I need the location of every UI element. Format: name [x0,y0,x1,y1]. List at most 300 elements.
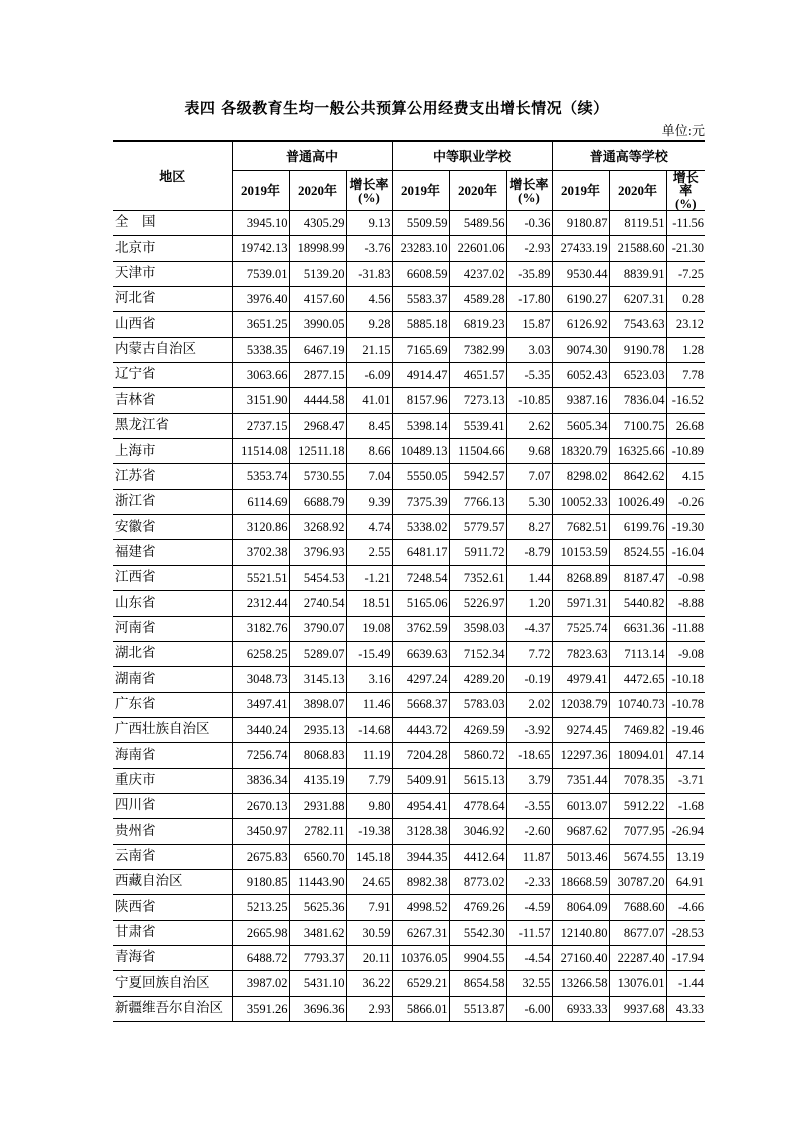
hs-2020-cell: 8068.83 [289,743,346,768]
hs-2019-cell: 3450.97 [232,819,289,844]
voc-growth-cell: -6.00 [506,996,552,1021]
he-2019-cell: 12297.36 [552,743,609,768]
he-growth-cell: -10.78 [666,692,705,717]
hs-2019-cell: 5338.35 [232,337,289,362]
region-cell: 浙江省 [113,489,232,514]
he-2020-cell: 7543.63 [609,312,666,337]
he-2020-cell: 4472.65 [609,667,666,692]
hs-2019-cell: 5213.25 [232,895,289,920]
region-cell: 广西壮族自治区 [113,717,232,742]
hs-2019-cell: 3591.26 [232,996,289,1021]
col-2019: 2019年 [392,171,449,211]
hs-growth-cell: 24.65 [346,869,392,894]
hs-2019-cell: 3048.73 [232,667,289,692]
hs-2020-cell: 2740.54 [289,591,346,616]
voc-2019-cell: 5866.01 [392,996,449,1021]
voc-2020-cell: 5539.41 [449,413,506,438]
region-cell: 青海省 [113,945,232,970]
voc-growth-cell: 15.87 [506,312,552,337]
expenditure-growth-table [113,140,705,1022]
voc-2020-cell: 5513.87 [449,996,506,1021]
he-2020-cell: 7688.60 [609,895,666,920]
table-title: 表四 各级教育生均一般公共预算公用经费支出增长情况（续） [184,99,609,117]
hs-growth-cell: 4.56 [346,287,392,312]
col-2019: 2019年 [552,171,609,211]
he-growth-cell: 13.19 [666,844,705,869]
he-growth-cell: 1.28 [666,337,705,362]
voc-2019-cell: 5668.37 [392,692,449,717]
table-row [113,743,705,768]
he-growth-cell: 23.12 [666,312,705,337]
voc-growth-cell: -3.92 [506,717,552,742]
he-2020-cell: 7113.14 [609,641,666,666]
voc-2020-cell: 11504.66 [449,439,506,464]
voc-growth-cell: -11.57 [506,920,552,945]
hs-2020-cell: 6467.19 [289,337,346,362]
he-growth-cell: -16.52 [666,388,705,413]
hs-2019-cell: 3976.40 [232,287,289,312]
hs-2020-cell: 2877.15 [289,363,346,388]
voc-2020-cell: 5226.97 [449,591,506,616]
voc-2020-cell: 3046.92 [449,819,506,844]
he-growth-cell: -7.25 [666,261,705,286]
voc-growth-cell: 3.79 [506,768,552,793]
voc-2020-cell: 5779.57 [449,515,506,540]
table-row [113,464,705,489]
region-cell: 吉林省 [113,388,232,413]
hs-growth-cell: -1.21 [346,565,392,590]
region-cell: 陕西省 [113,895,232,920]
col-growth-rate: 增长率 (%) [506,171,552,211]
hs-2020-cell: 3790.07 [289,616,346,641]
hs-2019-cell: 7539.01 [232,261,289,286]
he-growth-cell: -1.68 [666,793,705,818]
voc-2020-cell: 4289.20 [449,667,506,692]
he-growth-cell: -17.94 [666,945,705,970]
hs-growth-cell: 7.04 [346,464,392,489]
voc-2020-cell: 8773.02 [449,869,506,894]
voc-growth-cell: 1.44 [506,565,552,590]
voc-2020-cell: 5615.13 [449,768,506,793]
voc-growth-cell: -2.60 [506,819,552,844]
voc-2020-cell: 5783.03 [449,692,506,717]
hs-2020-cell: 11443.90 [289,869,346,894]
voc-2020-cell: 7382.99 [449,337,506,362]
region-cell: 四川省 [113,793,232,818]
hs-growth-cell: 9.80 [346,793,392,818]
he-2020-cell: 7100.75 [609,413,666,438]
hs-2020-cell: 5139.20 [289,261,346,286]
voc-2020-cell: 7766.13 [449,489,506,514]
table-row [113,819,705,844]
voc-growth-cell: 3.03 [506,337,552,362]
he-2019-cell: 9530.44 [552,261,609,286]
voc-growth-cell: -5.35 [506,363,552,388]
hs-growth-cell: -31.83 [346,261,392,286]
he-2019-cell: 8298.02 [552,464,609,489]
voc-2019-cell: 10489.13 [392,439,449,464]
hs-2019-cell: 2312.44 [232,591,289,616]
hs-2020-cell: 3145.13 [289,667,346,692]
hs-2020-cell: 3898.07 [289,692,346,717]
he-2019-cell: 5013.46 [552,844,609,869]
he-growth-cell: -28.53 [666,920,705,945]
hs-2020-cell: 5289.07 [289,641,346,666]
region-cell: 贵州省 [113,819,232,844]
voc-2019-cell: 4914.47 [392,363,449,388]
region-cell: 海南省 [113,743,232,768]
hs-2020-cell: 2782.11 [289,819,346,844]
table-row [113,337,705,362]
region-cell: 辽宁省 [113,363,232,388]
table-row [113,692,705,717]
he-2019-cell: 6013.07 [552,793,609,818]
hs-growth-cell: 9.28 [346,312,392,337]
he-growth-cell: -3.71 [666,768,705,793]
voc-2019-cell: 5165.06 [392,591,449,616]
hs-2020-cell: 3990.05 [289,312,346,337]
hs-2019-cell: 3836.34 [232,768,289,793]
he-2019-cell: 9387.16 [552,388,609,413]
voc-growth-cell: -4.54 [506,945,552,970]
voc-growth-cell: -18.65 [506,743,552,768]
voc-growth-cell: -0.19 [506,667,552,692]
hs-2020-cell: 2931.88 [289,793,346,818]
he-2019-cell: 27433.19 [552,236,609,261]
hs-2020-cell: 5625.36 [289,895,346,920]
voc-2019-cell: 7375.39 [392,489,449,514]
he-2019-cell: 5605.34 [552,413,609,438]
table-row [113,236,705,261]
hs-growth-cell: 7.79 [346,768,392,793]
he-growth-cell: 0.28 [666,287,705,312]
hs-2020-cell: 18998.99 [289,236,346,261]
table-row [113,261,705,286]
col-2020: 2020年 [609,171,666,211]
hs-growth-cell: 21.15 [346,337,392,362]
voc-2020-cell: 4237.02 [449,261,506,286]
he-2019-cell: 6052.43 [552,363,609,388]
hs-growth-cell: 30.59 [346,920,392,945]
hs-growth-cell: 8.45 [346,413,392,438]
he-2019-cell: 8064.09 [552,895,609,920]
hs-growth-cell: -15.49 [346,641,392,666]
hs-2019-cell: 19742.13 [232,236,289,261]
hs-growth-cell: 8.66 [346,439,392,464]
he-growth-cell: 64.91 [666,869,705,894]
hs-2020-cell: 4305.29 [289,211,346,236]
voc-2020-cell: 6819.23 [449,312,506,337]
voc-2020-cell: 4778.64 [449,793,506,818]
hs-growth-cell: 18.51 [346,591,392,616]
voc-2019-cell: 4954.41 [392,793,449,818]
table-row [113,717,705,742]
hs-2020-cell: 4135.19 [289,768,346,793]
hs-2020-cell: 4157.60 [289,287,346,312]
he-growth-cell: 26.68 [666,413,705,438]
he-2020-cell: 9937.68 [609,996,666,1021]
col-2020: 2020年 [449,171,506,211]
hs-2019-cell: 3702.38 [232,540,289,565]
region-cell: 甘肃省 [113,920,232,945]
voc-growth-cell: 8.27 [506,515,552,540]
he-2020-cell: 16325.66 [609,439,666,464]
voc-2019-cell: 5550.05 [392,464,449,489]
voc-growth-cell: -2.93 [506,236,552,261]
col-growth-rate: 增长率 (%) [666,171,705,211]
region-cell: 湖北省 [113,641,232,666]
he-2020-cell: 7836.04 [609,388,666,413]
voc-growth-cell: -0.36 [506,211,552,236]
he-2020-cell: 8839.91 [609,261,666,286]
region-cell: 新疆维吾尔自治区 [113,996,232,1021]
table-row [113,515,705,540]
hs-2020-cell: 6688.79 [289,489,346,514]
hs-2019-cell: 3151.90 [232,388,289,413]
voc-growth-cell: 2.02 [506,692,552,717]
he-2020-cell: 6199.76 [609,515,666,540]
table-row [113,641,705,666]
col-2019: 2019年 [232,171,289,211]
hs-2020-cell: 5454.53 [289,565,346,590]
voc-2019-cell: 6267.31 [392,920,449,945]
hs-2019-cell: 5521.51 [232,565,289,590]
voc-2019-cell: 5338.02 [392,515,449,540]
col-2020: 2020年 [289,171,346,211]
region-cell: 重庆市 [113,768,232,793]
he-2020-cell: 8119.51 [609,211,666,236]
he-2020-cell: 6523.03 [609,363,666,388]
voc-2019-cell: 6529.21 [392,971,449,996]
hs-2019-cell: 9180.85 [232,869,289,894]
he-2020-cell: 9190.78 [609,337,666,362]
he-growth-cell: 43.33 [666,996,705,1021]
hs-2020-cell: 5431.10 [289,971,346,996]
hs-growth-cell: -6.09 [346,363,392,388]
hs-2020-cell: 3796.93 [289,540,346,565]
hs-2019-cell: 3987.02 [232,971,289,996]
table-row [113,616,705,641]
he-2020-cell: 22287.40 [609,945,666,970]
he-2019-cell: 12038.79 [552,692,609,717]
voc-2020-cell: 7152.34 [449,641,506,666]
he-growth-cell: -8.88 [666,591,705,616]
he-growth-cell: -16.04 [666,540,705,565]
voc-growth-cell: -4.37 [506,616,552,641]
hs-2019-cell: 3182.76 [232,616,289,641]
hs-2019-cell: 3063.66 [232,363,289,388]
he-2019-cell: 10052.33 [552,489,609,514]
voc-2020-cell: 9904.55 [449,945,506,970]
he-2019-cell: 10153.59 [552,540,609,565]
hs-growth-cell: 4.74 [346,515,392,540]
voc-2019-cell: 8982.38 [392,869,449,894]
he-2020-cell: 30787.20 [609,869,666,894]
table-row [113,920,705,945]
he-growth-cell: -0.98 [666,565,705,590]
voc-2020-cell: 3598.03 [449,616,506,641]
hs-2020-cell: 2968.47 [289,413,346,438]
voc-2019-cell: 3944.35 [392,844,449,869]
he-2019-cell: 8268.89 [552,565,609,590]
voc-growth-cell: -4.59 [506,895,552,920]
he-2020-cell: 8642.62 [609,464,666,489]
hs-2019-cell: 11514.08 [232,439,289,464]
table-row [113,287,705,312]
voc-2019-cell: 6481.17 [392,540,449,565]
he-2020-cell: 8187.47 [609,565,666,590]
hs-2019-cell: 3440.24 [232,717,289,742]
region-column-header: 地区 [113,141,232,211]
region-cell: 江西省 [113,565,232,590]
hs-2020-cell: 2935.13 [289,717,346,742]
hs-growth-cell: 9.13 [346,211,392,236]
table-row [113,793,705,818]
voc-2019-cell: 4297.24 [392,667,449,692]
voc-growth-cell: -10.85 [506,388,552,413]
voc-growth-cell: 7.07 [506,464,552,489]
group-header-senior-high: 普通高中 [232,141,392,171]
he-2020-cell: 21588.60 [609,236,666,261]
hs-growth-cell: 11.19 [346,743,392,768]
hs-2020-cell: 3696.36 [289,996,346,1021]
hs-2019-cell: 6258.25 [232,641,289,666]
he-growth-cell: -26.94 [666,819,705,844]
region-cell: 安徽省 [113,515,232,540]
table-row [113,869,705,894]
he-2019-cell: 5971.31 [552,591,609,616]
region-cell: 上海市 [113,439,232,464]
he-growth-cell: -9.08 [666,641,705,666]
hs-growth-cell: 3.16 [346,667,392,692]
region-cell: 河南省 [113,616,232,641]
voc-2019-cell: 6639.63 [392,641,449,666]
he-2020-cell: 7078.35 [609,768,666,793]
hs-growth-cell: 20.11 [346,945,392,970]
he-growth-cell: 7.78 [666,363,705,388]
he-2019-cell: 18668.59 [552,869,609,894]
he-2020-cell: 8677.07 [609,920,666,945]
hs-2019-cell: 3651.25 [232,312,289,337]
voc-2019-cell: 3762.59 [392,616,449,641]
table-row [113,312,705,337]
region-cell: 天津市 [113,261,232,286]
he-growth-cell: 4.15 [666,464,705,489]
table-header [113,141,705,211]
he-2020-cell: 10740.73 [609,692,666,717]
he-2019-cell: 18320.79 [552,439,609,464]
hs-growth-cell: -19.38 [346,819,392,844]
he-2020-cell: 18094.01 [609,743,666,768]
voc-2019-cell: 7248.54 [392,565,449,590]
hs-growth-cell: 145.18 [346,844,392,869]
voc-2019-cell: 4443.72 [392,717,449,742]
voc-2020-cell: 4769.26 [449,895,506,920]
he-2020-cell: 5674.55 [609,844,666,869]
table-row [113,591,705,616]
voc-2020-cell: 5860.72 [449,743,506,768]
he-2019-cell: 9180.87 [552,211,609,236]
table-row [113,540,705,565]
voc-2020-cell: 4651.57 [449,363,506,388]
region-cell: 内蒙古自治区 [113,337,232,362]
voc-2019-cell: 5409.91 [392,768,449,793]
voc-2020-cell: 5542.30 [449,920,506,945]
voc-growth-cell: 1.20 [506,591,552,616]
voc-growth-cell: -2.33 [506,869,552,894]
he-2019-cell: 7682.51 [552,515,609,540]
he-2020-cell: 5912.22 [609,793,666,818]
hs-2019-cell: 6488.72 [232,945,289,970]
he-2019-cell: 27160.40 [552,945,609,970]
hs-2019-cell: 3120.86 [232,515,289,540]
voc-2019-cell: 7165.69 [392,337,449,362]
he-2019-cell: 6126.92 [552,312,609,337]
table-row [113,211,705,236]
hs-2019-cell: 2665.98 [232,920,289,945]
he-2019-cell: 9274.45 [552,717,609,742]
hs-growth-cell: 9.39 [346,489,392,514]
hs-growth-cell: 7.91 [346,895,392,920]
voc-2019-cell: 6608.59 [392,261,449,286]
hs-2019-cell: 2675.83 [232,844,289,869]
he-growth-cell: -1.44 [666,971,705,996]
voc-growth-cell: -35.89 [506,261,552,286]
voc-growth-cell: 5.30 [506,489,552,514]
table-row [113,667,705,692]
hs-2020-cell: 6560.70 [289,844,346,869]
voc-growth-cell: -3.55 [506,793,552,818]
voc-2020-cell: 7352.61 [449,565,506,590]
region-cell: 全 国 [113,211,232,236]
hs-growth-cell: 36.22 [346,971,392,996]
hs-growth-cell: 2.93 [346,996,392,1021]
he-2020-cell: 7077.95 [609,819,666,844]
table-row [113,895,705,920]
voc-2020-cell: 5942.57 [449,464,506,489]
voc-2020-cell: 7273.13 [449,388,506,413]
voc-2020-cell: 4589.28 [449,287,506,312]
he-2020-cell: 10026.49 [609,489,666,514]
he-growth-cell: -19.46 [666,717,705,742]
voc-2019-cell: 4998.52 [392,895,449,920]
region-cell: 福建省 [113,540,232,565]
he-2019-cell: 6190.27 [552,287,609,312]
he-2020-cell: 13076.01 [609,971,666,996]
hs-2019-cell: 7256.74 [232,743,289,768]
voc-2019-cell: 5509.59 [392,211,449,236]
hs-2020-cell: 7793.37 [289,945,346,970]
voc-2019-cell: 5583.37 [392,287,449,312]
group-header-higher-education: 普通高等学校 [552,141,705,171]
region-cell: 广东省 [113,692,232,717]
table-row [113,413,705,438]
hs-2019-cell: 2737.15 [232,413,289,438]
table-row [113,489,705,514]
table-row [113,439,705,464]
he-2019-cell: 13266.58 [552,971,609,996]
table-row [113,996,705,1021]
he-growth-cell: -10.89 [666,439,705,464]
hs-2020-cell: 3481.62 [289,920,346,945]
hs-growth-cell: 19.08 [346,616,392,641]
hs-2020-cell: 4444.58 [289,388,346,413]
table-row [113,565,705,590]
voc-2019-cell: 23283.10 [392,236,449,261]
voc-2020-cell: 8654.58 [449,971,506,996]
he-growth-cell: 47.14 [666,743,705,768]
he-2020-cell: 7469.82 [609,717,666,742]
